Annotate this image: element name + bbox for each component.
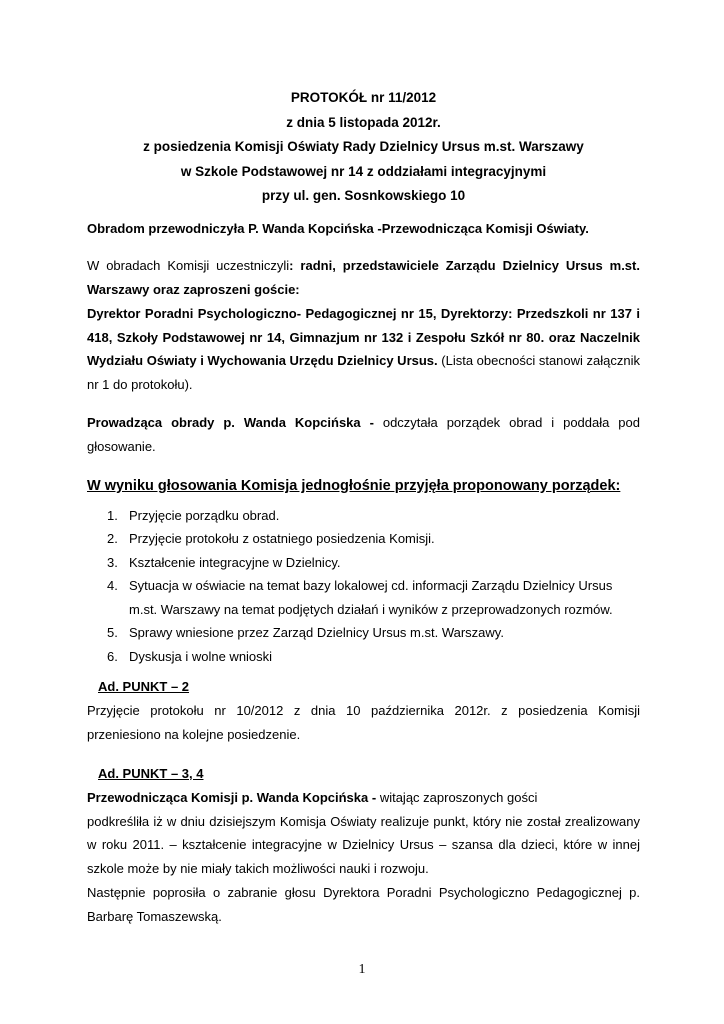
agenda-item-number: 2. [107,531,118,547]
participants-paragraph [87,254,640,397]
agenda-item-text: Kształcenie integracyjne w Dzielnicy. [129,554,341,570]
participants-attendance-note: (Lista obecności stanowi załącznik nr 1 do protokołu). [87,353,640,393]
agenda-item [87,621,640,645]
page-number: 1 [358,962,366,977]
agenda-item [87,574,640,621]
chair-line: Obradom przewodniczyła P. Wanda Kopcińska -Przewodnicząca Komisji Oświaty. [87,220,589,236]
agenda-item-number: 6. [107,648,118,664]
agenda-item [87,645,640,669]
document-header [87,86,640,209]
agenda-item-number: 3. [107,554,118,570]
point-3-4-paragraph: podkreśliła iż w dniu dzisiejszym Komisja Oświaty realizuje punkt, który nie został zrealizowany w roku 2011. – kształcenie integracyjne w Dzielnicy Ursus – szansa dla dzieci, które w innej szkole może by nie miały takich możliwości nauki i rozwoju. [87,813,640,877]
agenda-reading-speaker: Prowadząca obrady p. Wanda Kopcińska - [87,415,374,431]
vote-heading: W wyniku głosowania Komisja jednogłośnie przyjęła proponowany porządek: [87,477,621,494]
agenda-item [87,527,640,551]
agenda-item-number: 4. [107,578,118,594]
meeting-venue: w Szkole Podstawowej nr 14 z oddziałami integracyjnymi [180,163,547,179]
agenda-item-text: Sprawy wniesione przez Zarząd Dzielnicy Ursus m.st. Warszawy. [129,625,504,641]
agenda-reading-paragraph [87,411,640,459]
agenda-item-number: 5. [107,625,118,641]
point-2-text: Przyjęcie protokołu nr 10/2012 z dnia 10 października 2012r. z posiedzenia Komisji przeniesiono na kolejne posiedzenie. [87,703,640,742]
agenda-item-text: Dyskusja i wolne wnioski [129,648,273,664]
agenda-item-number: 1. [107,507,118,523]
point-2-heading: Ad. PUNKT – 2 [98,679,190,695]
document-page [87,86,640,929]
point-3-4-greeting: witając zaproszonych gości [376,789,538,805]
participants-list: : radni, przedstawiciele Zarządu Dzielnicy Ursus m.st. Warszawy oraz zaproszeni goście: [87,258,640,298]
agenda-item [87,551,640,575]
agenda-item-text: Przyjęcie protokołu z ostatniego posiedzenia Komisji. [129,531,435,547]
point-3-4-request: Następnie poprosiła o zabranie głosu Dyrektora Poradni Psychologiczno Pedagogicznej p. Barbarę Tomaszewską. [87,884,640,924]
point-3-4-speaker: Przewodnicząca Komisji p. Wanda Kopcińska - [87,789,377,805]
agenda-list [87,504,640,669]
participants-guests: Dyrektor Poradni Psychologiczno- Pedagogicznej nr 15, Dyrektorzy: Przedszkoli nr 137 i 418, Szkoły Podstawowej nr 14, Gimnazjum nr 132 i Zespołu Szkół nr 80. oraz Naczelnik Wydziału Oświaty i Wychowania Urzędu Dzielnicy Ursus. [87,305,640,369]
meeting-address: przy ul. gen. Sosnkowskiego 10 [261,188,466,203]
point-3-4-opening [87,786,640,810]
agenda-item-text: Sytuacja w oświacie na temat bazy lokalowej cd. informacji Zarządu Dzielnicy Ursus m.st. Warszawy na temat podjętych działań i wyników z przeprowadzonych rozmów. [129,578,613,617]
agenda-item-text: Przyjęcie porządku obrad. [129,507,280,523]
meeting-body: z posiedzenia Komisji Oświaty Rady Dzielnicy Ursus m.st. Warszawy [143,139,584,154]
agenda-reading-text: odczytała porządek obrad i poddała pod głosowanie. [87,415,640,454]
participants-intro: W obradach Komisji uczestniczyli [87,258,290,274]
point-3-4-heading: Ad. PUNKT – 3, 4 [98,765,204,781]
agenda-item [87,504,640,528]
protocol-date: z dnia 5 listopada 2012r. [286,114,441,130]
protocol-number: PROTOKÓŁ nr 11/2012 [290,90,437,105]
